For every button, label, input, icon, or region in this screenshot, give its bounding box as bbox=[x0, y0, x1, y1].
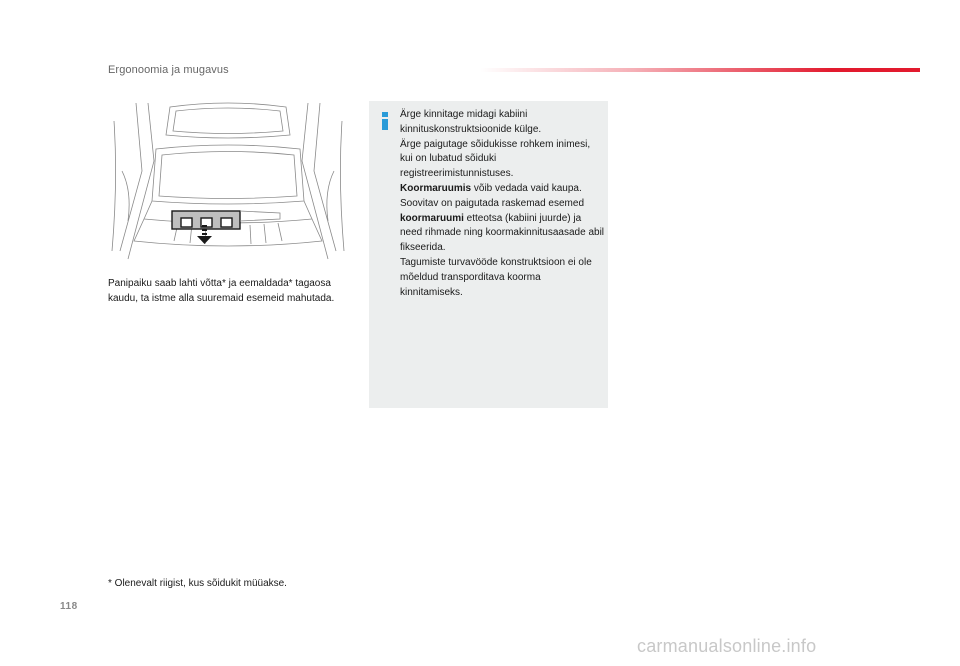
info-bold-term: Koormaruumis bbox=[400, 182, 472, 194]
info-line-seatbelts: Tagumiste turvavööde konstruktsioon ei ole mõeldud transporditava koorma kinnitamiseks. bbox=[400, 256, 592, 298]
cargo-storage-illustration bbox=[108, 101, 348, 261]
watermark: carmanualsonline.info bbox=[637, 636, 817, 656]
info-line-cargo-only bbox=[400, 182, 605, 197]
info-box bbox=[369, 101, 608, 408]
info-text bbox=[400, 108, 605, 300]
section-title: Ergonoomia ja mugavus bbox=[108, 64, 229, 76]
info-line-cabin: Ärge kinnitage midagi kabiini kinnituskonstruktsioonide külge. bbox=[400, 109, 542, 135]
cargo-storage-icon bbox=[108, 101, 348, 261]
header-accent-rule bbox=[480, 68, 920, 72]
footnote: * Olenevalt riigist, kus sõidukit müüakse. bbox=[108, 578, 287, 589]
info-line-start: Soovitav on paigutada raskemad esemed bbox=[400, 197, 585, 209]
info-bold-term: koormaruumi bbox=[400, 212, 464, 224]
info-line-passengers: Ärge paigutage sõidukisse rohkem inimesi, kui on lubatud sõiduki registreerimistunnistuses. bbox=[400, 138, 591, 180]
info-line-heavy-items bbox=[400, 197, 605, 256]
info-line-rest: võib vedada vaid kaupa. bbox=[471, 182, 582, 194]
page-number: 118 bbox=[60, 601, 78, 612]
info-icon bbox=[381, 112, 389, 130]
storage-description: Panipaiku saab lahti võtta* ja eemaldada* tagaosa kaudu, ta istme alla suuremaid esemeid mahutada. bbox=[108, 278, 335, 304]
info-line-end: etteotsa (kabiini juurde) ja need rihmade ning koormakinnitusaasade abil fikseerida. bbox=[400, 212, 605, 254]
